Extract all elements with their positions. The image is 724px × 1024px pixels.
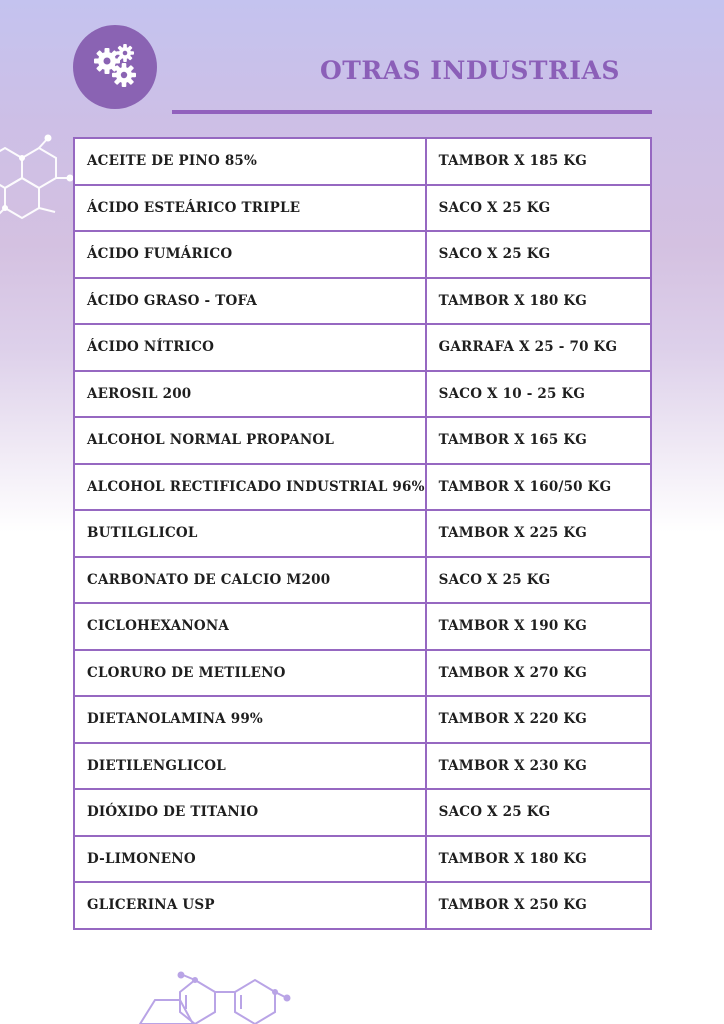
table-row: [74, 696, 651, 743]
product-name-cell: BUTILGLICOL: [74, 510, 426, 557]
table-row: [74, 650, 651, 697]
molecule-decoration-icon: [135, 970, 295, 1024]
product-name-cell: CARBONATO DE CALCIO M200: [74, 557, 426, 604]
product-name-cell: DIÓXIDO DE TITANIO: [74, 789, 426, 836]
packaging-cell: TAMBOR X 225 KG: [426, 510, 651, 557]
product-name-cell: D-LIMONENO: [74, 836, 426, 883]
gears-icon: [87, 39, 143, 95]
table-row: [74, 510, 651, 557]
packaging-cell: TAMBOR X 160/50 KG: [426, 464, 651, 511]
packaging-cell: TAMBOR X 220 KG: [426, 696, 651, 743]
product-name-cell: ÁCIDO NÍTRICO: [74, 324, 426, 371]
packaging-cell: SACO X 25 KG: [426, 185, 651, 232]
packaging-cell: SACO X 25 KG: [426, 789, 651, 836]
table-row: [74, 836, 651, 883]
products-table: [73, 137, 652, 930]
product-name-cell: ALCOHOL RECTIFICADO INDUSTRIAL 96%: [74, 464, 426, 511]
product-name-cell: DIETANOLAMINA 99%: [74, 696, 426, 743]
product-name-cell: ÁCIDO FUMÁRICO: [74, 231, 426, 278]
packaging-cell: TAMBOR X 270 KG: [426, 650, 651, 697]
table-row: [74, 789, 651, 836]
packaging-cell: SACO X 10 - 25 KG: [426, 371, 651, 418]
table-row: [74, 417, 651, 464]
product-name-cell: ACEITE DE PINO 85%: [74, 138, 426, 185]
packaging-cell: SACO X 25 KG: [426, 231, 651, 278]
table-row: [74, 278, 651, 325]
table-row: [74, 138, 651, 185]
packaging-cell: TAMBOR X 190 KG: [426, 603, 651, 650]
product-name-cell: AEROSIL 200: [74, 371, 426, 418]
page-title: OTRAS INDUSTRIAS: [320, 56, 620, 85]
table-row: [74, 603, 651, 650]
packaging-cell: TAMBOR X 230 KG: [426, 743, 651, 790]
table-row: [74, 185, 651, 232]
packaging-cell: TAMBOR X 165 KG: [426, 417, 651, 464]
product-name-cell: GLICERINA USP: [74, 882, 426, 929]
table-row: [74, 371, 651, 418]
logo-badge: [73, 25, 157, 109]
product-name-cell: ÁCIDO ESTEÁRICO TRIPLE: [74, 185, 426, 232]
packaging-cell: TAMBOR X 250 KG: [426, 882, 651, 929]
table-row: [74, 464, 651, 511]
packaging-cell: SACO X 25 KG: [426, 557, 651, 604]
product-name-cell: CLORURO DE METILENO: [74, 650, 426, 697]
product-name-cell: ALCOHOL NORMAL PROPANOL: [74, 417, 426, 464]
table-row: [74, 557, 651, 604]
packaging-cell: TAMBOR X 180 KG: [426, 836, 651, 883]
table-row: [74, 743, 651, 790]
table-row: [74, 324, 651, 371]
table-row: [74, 231, 651, 278]
packaging-cell: TAMBOR X 185 KG: [426, 138, 651, 185]
product-name-cell: DIETILENGLICOL: [74, 743, 426, 790]
table-row: [74, 882, 651, 929]
title-divider: [172, 110, 652, 114]
packaging-cell: TAMBOR X 180 KG: [426, 278, 651, 325]
product-name-cell: ÁCIDO GRASO - TOFA: [74, 278, 426, 325]
packaging-cell: GARRAFA X 25 - 70 KG: [426, 324, 651, 371]
product-name-cell: CICLOHEXANONA: [74, 603, 426, 650]
molecule-decoration-icon: [0, 132, 80, 242]
